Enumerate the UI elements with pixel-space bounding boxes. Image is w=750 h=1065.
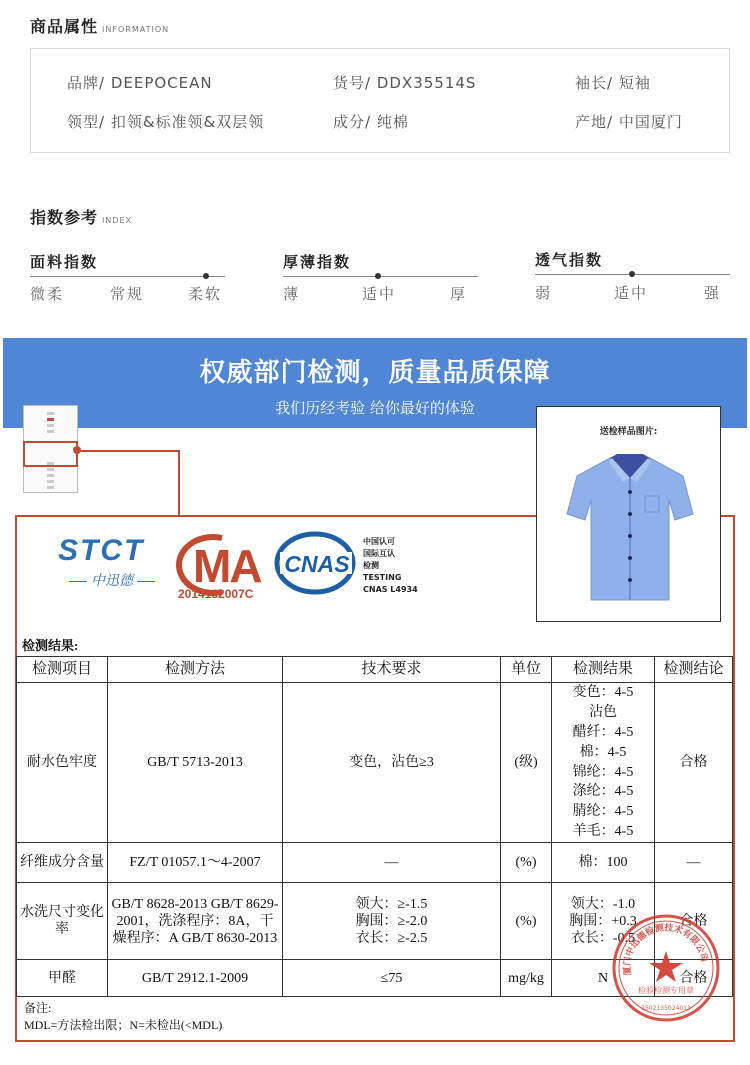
table-row [17,683,733,843]
result-line: 腈纶：4-5 [572,804,634,820]
cnas-text [363,536,418,596]
cma-code: 2014132007C [178,587,254,601]
sample-photo-title: 送检样品图片: [599,427,658,437]
table-header: 检测方法 [108,657,283,683]
cell-requirement: 变色，沾色≥3 [283,683,501,843]
thumbnail-highlight [23,441,78,467]
index-breathability-option: 弱 [535,284,553,302]
index-thickness-option: 厚 [450,285,468,303]
result-line: 棉：4-5 [579,744,627,760]
index-thickness-option: 薄 [283,285,301,303]
result-line: 领大：-1.0 [570,896,636,912]
index-breathability-label: 透气指数 [535,251,604,269]
stct-logo: STCT [58,534,145,567]
cell-unit: mg/kg [501,960,552,997]
index-title-cn: 指数参考 [30,208,99,227]
cnas-line: TESTING [363,573,402,582]
index-breathability-option: 适中 [614,284,649,302]
cell-requirement [283,883,501,960]
cnas-line: CNAS L4934 [363,585,418,594]
attr-origin: 产地/ 中国厦门 [575,113,683,131]
table-header: 技术要求 [283,657,501,683]
cell-item: 耐水色牢度 [17,683,108,843]
cell-unit: (%) [501,843,552,883]
cell-method: GB/T 8628-2013 GB/T 8629-2001，洗涤程序：8A，干燥程序：A GB/T 8630-2013 [108,883,283,960]
index-fabric-marker [203,273,209,279]
cell-conclusion: 合格 [655,960,733,997]
result-line: 涤纶：4-5 [572,784,634,800]
result-line: 变色：4-5 [572,685,634,701]
connector-line [178,450,180,516]
index-fabric-label: 面料指数 [30,253,99,271]
cell-conclusion: 合格 [655,683,733,843]
index-title [30,205,132,228]
index-breathability-option: 强 [704,284,722,302]
requirement-line: 衣长：≥-2.5 [355,930,428,946]
table-header: 检测项目 [17,657,108,683]
table-header-row [17,657,733,683]
table-header: 单位 [501,657,552,683]
cell-result [552,683,655,843]
attr-sku: 货号/ DDX35514S [333,74,477,92]
report-notes [24,1000,222,1034]
index-thickness-marker [375,273,381,279]
cell-requirement: ≤75 [283,960,501,997]
result-line: 沾色 [589,705,617,721]
cell-result: 棉：100 [552,843,655,883]
cell-item: 甲醛 [17,960,108,997]
cell-unit: (%) [501,883,552,960]
cnas-line: 检测 [363,561,379,570]
result-line: 衣长：-0.5 [570,930,636,946]
result-title: 检测结果: [22,638,79,653]
banner-title: 权威部门检测，质量品质保障 [199,358,551,388]
cell-method: FZ/T 01057.1～4-2007 [108,843,283,883]
shirt-image [565,452,695,604]
result-line: 羊毛：4-5 [572,823,634,839]
seal-id: 3502135024013 [641,1005,691,1012]
cell-requirement: — [283,843,501,883]
table-row [17,843,733,883]
cell-result: N [552,960,655,997]
index-thickness-option: 适中 [362,285,397,303]
seal-subtitle: 检验检测专用章 [638,986,694,995]
attr-material: 成分/ 纯棉 [333,113,409,131]
cell-unit: (级) [501,683,552,843]
attr-collar: 领型/ 扣领&标准领&双层领 [67,113,265,131]
requirement-line: 领大：≥-1.5 [355,896,428,912]
cell-conclusion: 合格 [655,883,733,960]
index-fabric-option: 常规 [110,285,145,303]
table-header: 检测结论 [655,657,733,683]
official-seal [611,913,721,1023]
cnas-logo [274,531,360,595]
result-line: 锦纶：4-5 [572,764,634,780]
seal-text: 厦门中迅德检测技术有限公司 [622,923,709,976]
index-thickness-label: 厚薄指数 [283,253,352,271]
cell-item: 水洗尺寸变化率 [17,883,108,960]
cnas-letters: CNAS [284,551,350,577]
cell-method: GB/T 2912.1-2009 [108,960,283,997]
cma-letters: MA [193,540,261,592]
result-line: 胸围：+0.3 [569,913,637,929]
index-fabric-track [30,276,225,277]
stct-logo-subtitle: 中迅德 [58,570,166,590]
attr-brand: 品牌/ DEEPOCEAN [67,74,213,92]
cnas-line: 国际互认 [363,549,395,558]
index-fabric-option: 柔软 [188,285,223,303]
connector-line [78,450,180,452]
cma-logo [176,530,272,602]
index-fabric-option: 微柔 [30,285,65,303]
cell-method: GB/T 5713-2013 [108,683,283,843]
table-header: 检测结果 [552,657,655,683]
cnas-line: 中国认可 [363,537,395,546]
index-title-en: INDEX [102,216,133,225]
banner-subtitle: 我们历经考验 给你最好的体验 [275,399,475,417]
attributes-box [30,48,730,153]
cell-item: 纤维成分含量 [17,843,108,883]
notes-label: 备注: [24,1001,52,1015]
cell-conclusion: — [655,843,733,883]
requirement-line: 胸围：≥-2.0 [355,913,428,929]
attr-sleeve: 袖长/ 短袖 [575,74,651,92]
attributes-title [30,14,169,37]
index-breathability-marker [629,271,635,277]
notes-text: MDL=方法检出限；N=未检出(<MDL) [24,1018,223,1032]
attributes-title-cn: 商品属性 [30,17,99,36]
attributes-title-en: INFORMATION [102,25,170,34]
result-line: 醋纤：4-5 [572,724,634,740]
